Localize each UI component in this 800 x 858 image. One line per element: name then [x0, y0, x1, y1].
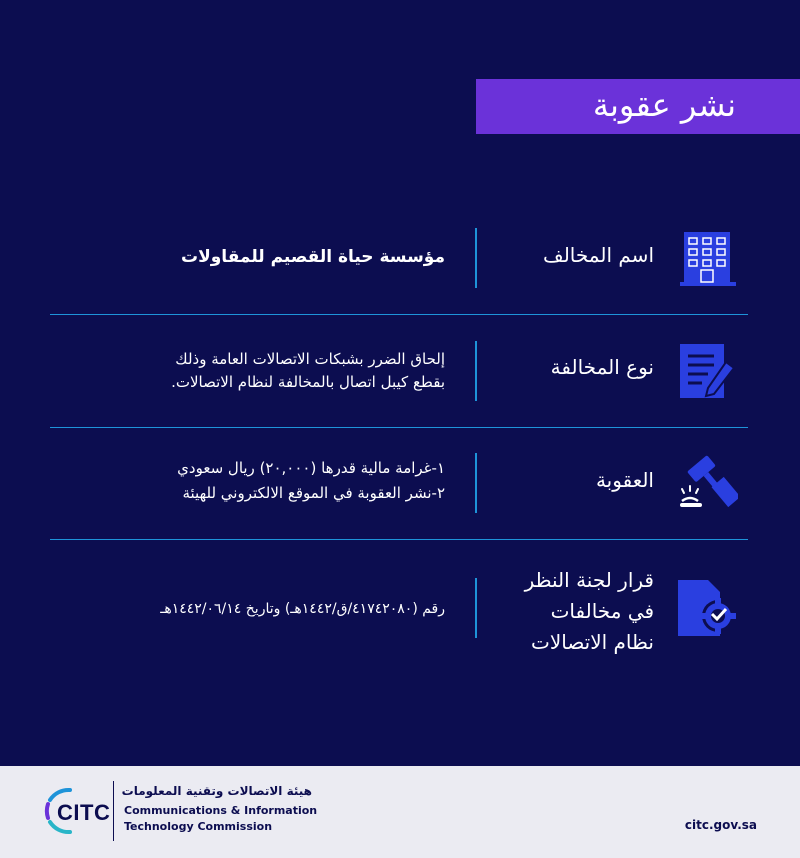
footer — [0, 766, 800, 858]
row-separator — [50, 539, 748, 540]
org-name-english-line1: Communications & Information — [124, 804, 318, 817]
row-separator — [50, 427, 748, 428]
row-divider — [475, 453, 477, 513]
row-divider — [475, 341, 477, 401]
gavel-icon — [680, 455, 738, 515]
page-title: نشر عقوبة — [592, 86, 736, 124]
row-value-violation-type-line1: إلحاق الضرر بشبكات الاتصالات العامة وذلك — [175, 350, 445, 368]
row-label-penalty: العقوبة — [595, 468, 654, 492]
org-name-arabic: هيئة الاتصالات وتقنية المعلومات — [121, 784, 312, 798]
row-value-penalty-line2: ٢-نشر العقوبة في الموقع الالكتروني للهيئة — [182, 484, 445, 502]
org-name-english-line2: Technology Commission — [124, 820, 273, 833]
title-banner — [476, 79, 800, 134]
row-value-penalty-line1: ١-غرامة مالية قدرها (٢٠,٠٠٠) ريال سعودي — [177, 459, 445, 477]
row-label-violation-type: نوع المخالفة — [550, 355, 654, 379]
row-value-violation-type-line2: بقطع كيبل اتصال بالمخالفة لنظام الاتصالات. — [171, 373, 445, 391]
row-label-committee-decision — [525, 565, 654, 658]
citc-logo-text: CITC — [57, 800, 111, 825]
building-icon — [680, 230, 736, 290]
row-value-committee-decision: رقم (٤١٧٤٢٠٨٠/ق/١٤٤٢هـ) وتاريخ ١٤٤٢/٠٦/١٤هـ — [160, 601, 445, 617]
row-label-committee-line2: في مخالفات — [550, 599, 654, 623]
row-value-violator-name: مؤسسة حياة القصيم للمقاولات — [181, 247, 445, 267]
document-gear-icon — [678, 580, 740, 644]
footer-divider — [113, 781, 114, 841]
document-pen-icon — [680, 344, 738, 404]
website-link[interactable]: citc.gov.sa — [684, 818, 757, 832]
row-label-committee-line1: قرار لجنة النظر — [524, 568, 654, 592]
row-divider — [475, 578, 477, 638]
row-divider — [475, 228, 477, 288]
row-label-violator-name: اسم المخالف — [543, 243, 654, 267]
row-separator — [50, 314, 748, 315]
row-label-committee-line3: نظام الاتصالات — [530, 630, 654, 654]
